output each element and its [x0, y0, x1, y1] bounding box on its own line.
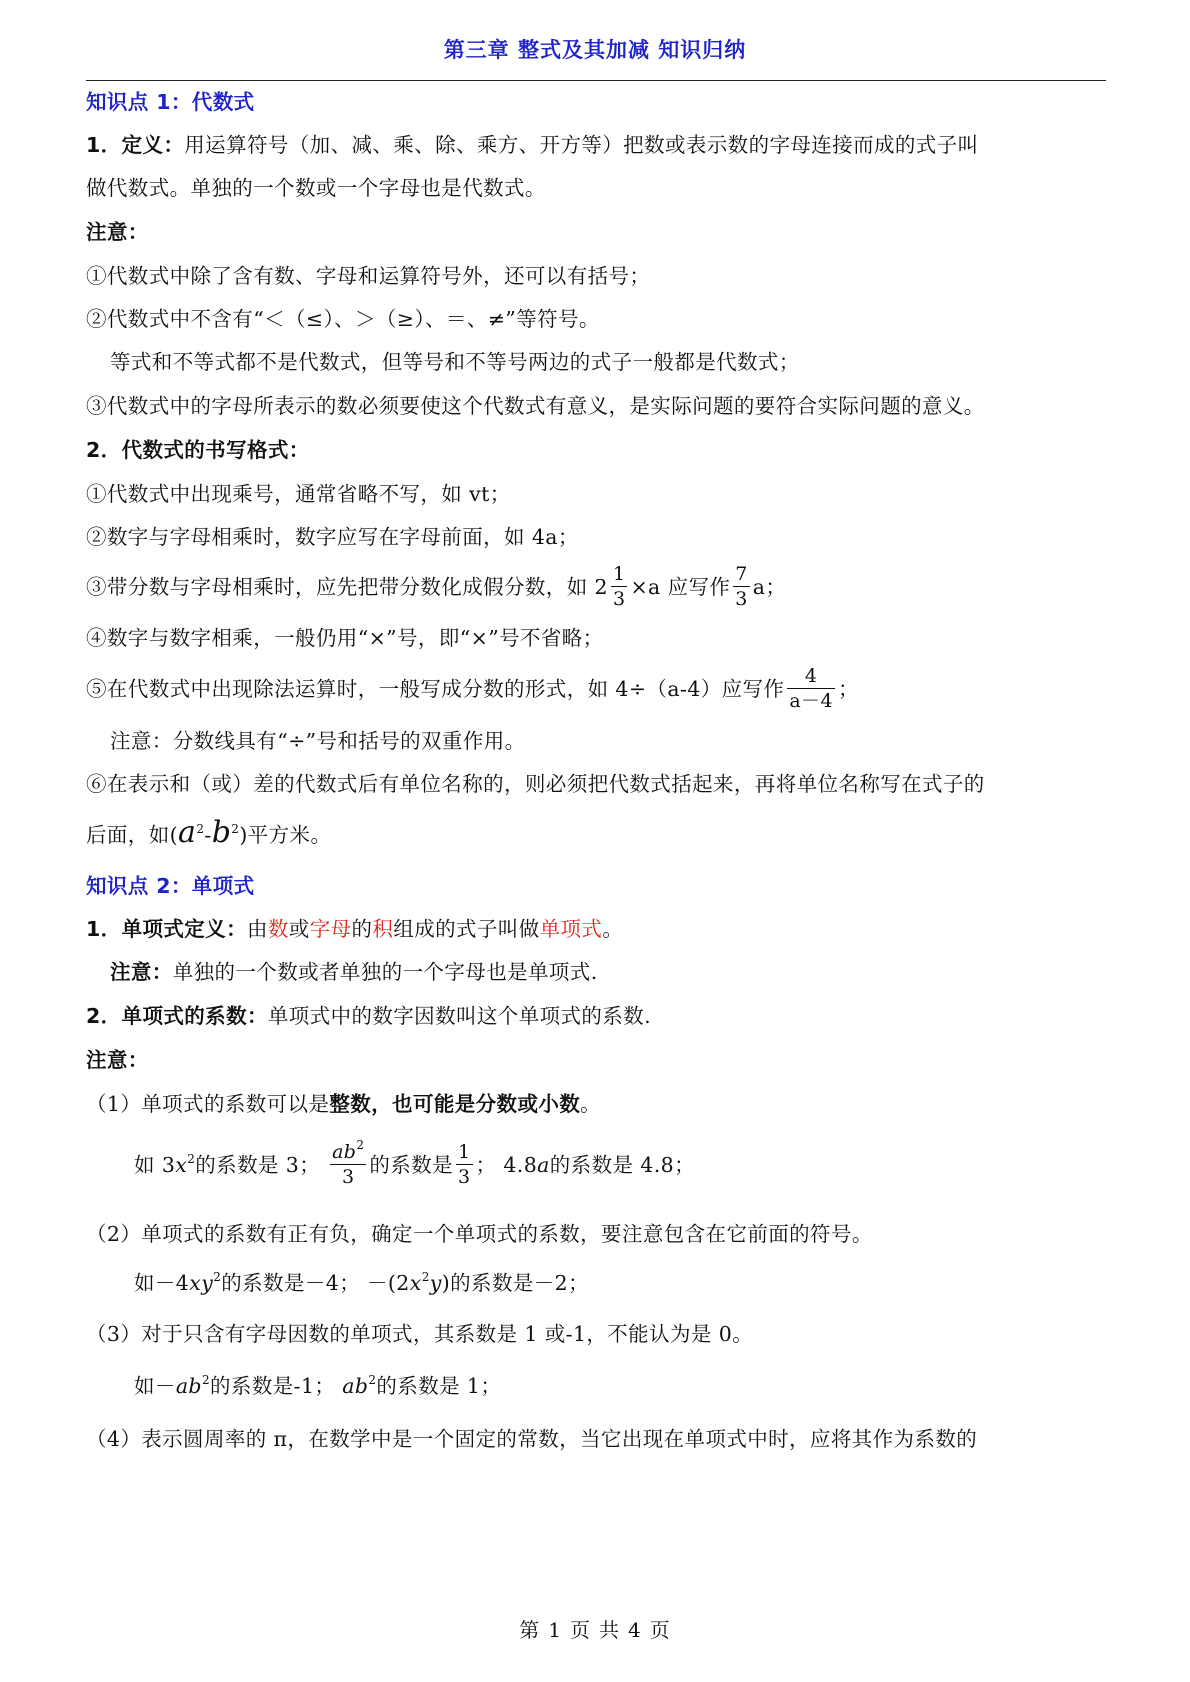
- footer-text: 页: [649, 1618, 671, 1642]
- section-2-heading: 知识点 2：单项式: [86, 874, 255, 898]
- text: 。: [602, 917, 624, 941]
- note-item-3: ③代数式中的字母所表示的数必须要使这个代数式有意义，是实际问题的要符合实际问题的意义。: [86, 394, 985, 418]
- note-item-2-continued: 等式和不等式都不是代数式，但等号和不等号两边的式子一般都是代数式；: [110, 350, 800, 374]
- coefficient-note-label: 注意：: [86, 1048, 149, 1072]
- var-a: a: [537, 1153, 550, 1177]
- definition-text: 用运算符号（加、减、乘、除、乘方、开方等）把数或表示数的字母连接而成的式子叫: [184, 133, 979, 157]
- exponent: 2: [201, 1373, 211, 1387]
- title-divider: [86, 80, 1106, 81]
- fraction-numerator: 7: [735, 563, 748, 585]
- highlight-number: 数: [267, 917, 289, 941]
- text: )的系数是－2；: [441, 1271, 589, 1295]
- text: 组成的式子叫做: [393, 917, 540, 941]
- text: 的: [351, 917, 373, 941]
- var-x: x: [175, 1153, 188, 1177]
- coefficient-point-1: [86, 1090, 601, 1118]
- format-item-2: ②数字与字母相乘时，数字应写在字母前面，如 4a；: [86, 525, 579, 549]
- coefficient-definition: [86, 1002, 651, 1030]
- fraction-numerator: [330, 1140, 366, 1165]
- text: 的系数是 3；: [195, 1153, 321, 1177]
- monomial-definition: [86, 915, 623, 943]
- var-y: y: [429, 1271, 442, 1295]
- coefficient-text: 单项式中的数字因数叫这个单项式的系数.: [267, 1004, 651, 1028]
- coefficient-example-1: [134, 1140, 695, 1191]
- highlight-letter: 字母: [309, 917, 352, 941]
- formula-a2-minus-b2: $(a^2-b^2)$: [169, 815, 248, 850]
- highlight-product: 积: [372, 917, 394, 941]
- format-item-1: ①代数式中出现乘号，通常省略不写，如 vt；: [86, 482, 511, 506]
- exponent: 2: [356, 1138, 365, 1152]
- note-item-1: ①代数式中除了含有数、字母和运算符号外，还可以有括号；: [86, 264, 651, 288]
- text: 的系数是 4.8；: [549, 1153, 695, 1177]
- coefficient-example-3: [134, 1372, 501, 1400]
- footer-text: 共: [599, 1618, 620, 1642]
- total-pages: 4: [628, 1618, 642, 1642]
- page-number: 1: [548, 1618, 562, 1642]
- text: 的系数是 1；: [376, 1374, 502, 1398]
- exponent: 2: [231, 822, 240, 836]
- coefficient-label: 2．单项式的系数：: [86, 1004, 268, 1028]
- coefficient-point-3: （3）对于只含有字母因数的单项式，其系数是 1 或-1，不能认为是 0。: [86, 1322, 754, 1346]
- fraction-numerator: 1: [612, 563, 626, 585]
- text: 。: [580, 1092, 602, 1116]
- format-heading: 2．代数式的书写格式：: [86, 438, 310, 462]
- fraction-ab2-over-3: [330, 1140, 366, 1189]
- text: 或: [288, 917, 310, 941]
- fraction-one-third: [611, 562, 628, 611]
- format-item-5-end: ；: [837, 677, 859, 701]
- coefficient-example-2: [134, 1266, 589, 1300]
- coefficient-point-4: （4）表示圆周率的 π，在数学中是一个固定的常数，当它出现在单项式中时，应将其作为系数的: [86, 1427, 978, 1451]
- coefficient-point-2: （2）单项式的系数有正有负，确定一个单项式的系数，要注意包含在它前面的符号。: [86, 1222, 873, 1246]
- format-item-3-end: a；: [752, 575, 787, 599]
- highlight-monomial: 单项式: [539, 917, 603, 941]
- fraction-seven-thirds: [733, 562, 750, 611]
- fraction-numerator: 4: [787, 664, 835, 689]
- format-item-6: ⑥在表示和（或）差的代数式后有单位名称的，则必须把代数式括起来，再将单位名称写在式子的: [86, 772, 985, 796]
- format-item-6-continued: [86, 810, 331, 858]
- minus-sign: -: [204, 823, 212, 847]
- fraction-numerator: 1: [458, 1141, 471, 1163]
- fraction-denominator: 3: [341, 1166, 355, 1188]
- definition-label: 1．定义：: [86, 133, 185, 157]
- exponent: 2: [421, 1270, 430, 1284]
- bold-text: 整数，也可能是分数或小数: [329, 1092, 581, 1116]
- format-item-5: [86, 666, 859, 715]
- section-1-heading: 知识点 1：代数式: [86, 90, 255, 114]
- format-item-3-mid: ×a 应写作: [630, 575, 731, 599]
- fraction-one-third: [456, 1140, 473, 1189]
- exponent: 2: [213, 1270, 222, 1284]
- exponent: 2: [368, 1373, 377, 1387]
- var-ab: ab: [342, 1374, 369, 1398]
- definition-line: [86, 131, 978, 159]
- fraction-denominator: 3: [735, 588, 748, 610]
- text: 的系数是－4； －(2: [221, 1271, 410, 1295]
- footer-text: 第: [519, 1618, 541, 1642]
- page-title: 第三章 整式及其加减 知识归纳: [443, 38, 747, 62]
- var-x: x: [409, 1271, 422, 1295]
- fraction-denominator: 3: [612, 588, 626, 610]
- note-label: 注意：: [86, 220, 149, 244]
- format-item-6-text: 后面，如: [86, 823, 170, 847]
- note-item-2: ②代数式中不含有“＜（≤）、＞（≥）、＝、≠”等符号。: [86, 307, 600, 331]
- var-xy: xy: [189, 1271, 214, 1295]
- fraction-denominator: a－4: [789, 690, 833, 712]
- page-footer: [0, 1614, 1190, 1643]
- definition-line-2: 做代数式。单独的一个数或一个字母也是代数式。: [86, 176, 546, 200]
- fraction-4-over-a-minus-4: [787, 664, 835, 713]
- format-item-3: [86, 564, 786, 613]
- exponent: 2: [196, 822, 205, 836]
- format-item-4: ④数字与数字相乘，一般仍用“×”号，即“×”号不省略；: [86, 626, 604, 650]
- text: 如－4: [134, 1271, 190, 1295]
- format-item-3-text: ③带分数与字母相乘时，应先把带分数化成假分数，如 2: [86, 575, 608, 599]
- fraction-denominator: 3: [458, 1166, 471, 1188]
- var-b: b: [211, 815, 232, 850]
- format-item-6-end: 平方米。: [247, 823, 332, 847]
- text: 如 3: [134, 1153, 176, 1177]
- monomial-definition-label: 1．单项式定义：: [86, 917, 247, 941]
- format-item-5-text: ⑤在代数式中出现除法运算时，一般写成分数的形式，如 4÷（a-4）应写作: [86, 677, 785, 701]
- footer-text: 页: [570, 1618, 591, 1642]
- var-a: a: [178, 815, 197, 850]
- var-ab: ab: [175, 1374, 202, 1398]
- text: 如－: [134, 1374, 176, 1398]
- format-item-5-note: 注意：分数线具有“÷”号和括号的双重作用。: [110, 729, 526, 753]
- monomial-note-text: 单独的一个数或者单独的一个字母也是单项式.: [172, 960, 598, 984]
- monomial-note-label: 注意：: [110, 960, 173, 984]
- var-ab: ab: [332, 1141, 357, 1163]
- text: ； 4.8: [475, 1153, 538, 1177]
- exponent: 2: [187, 1152, 196, 1166]
- monomial-note: [110, 958, 598, 986]
- text: 由: [246, 917, 268, 941]
- text: 的系数是: [369, 1153, 454, 1177]
- text: （1）单项式的系数可以是: [86, 1092, 330, 1116]
- text: 的系数是-1；: [210, 1374, 343, 1398]
